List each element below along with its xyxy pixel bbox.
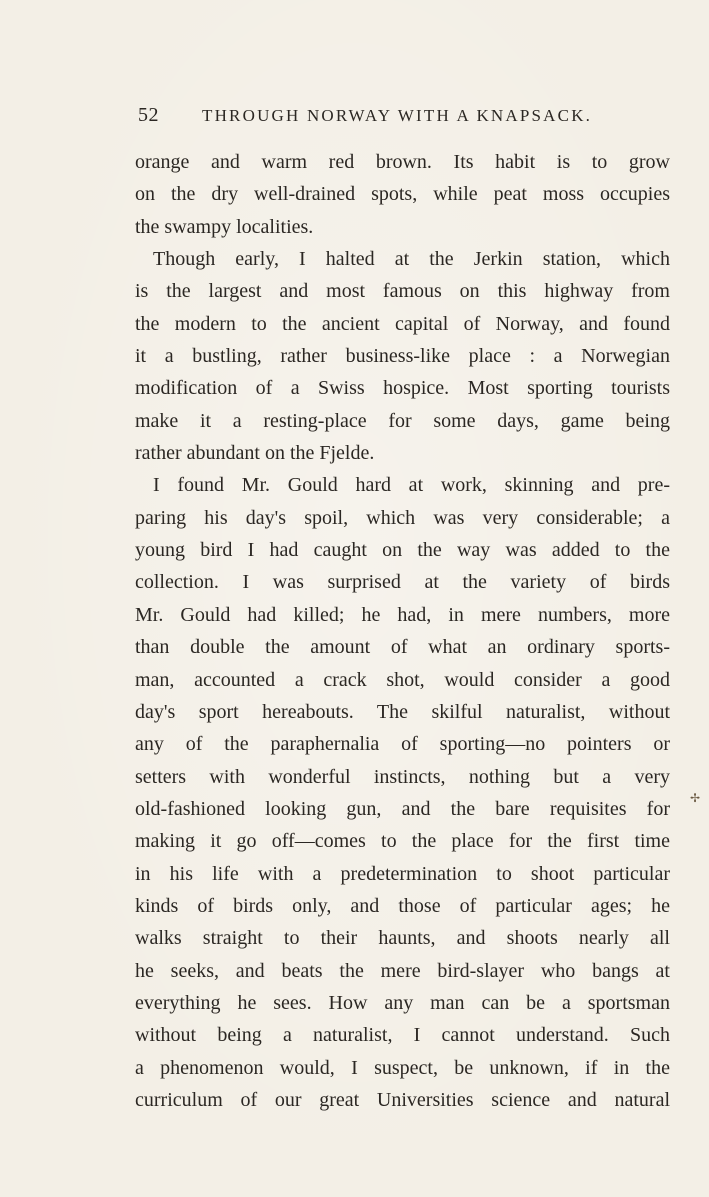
text-line: kinds of birds only, and those of particular ages; he	[135, 894, 670, 917]
text-line: is the largest and most famous on this highway from	[135, 280, 670, 303]
text-line: Though early, I halted at the Jerkin station, which	[153, 248, 670, 271]
text-line: making it go off—comes to the place for the first time	[135, 830, 670, 853]
text-line: I found Mr. Gould hard at work, skinning and pre-	[153, 474, 670, 497]
text-line: in his life with a predetermination to shoot particular	[135, 862, 670, 885]
text-line: the modern to the ancient capital of Norway, and found	[135, 312, 670, 335]
running-title: THROUGH NORWAY WITH A KNAPSACK.	[202, 106, 593, 125]
running-head	[138, 104, 610, 134]
text-line: day's sport hereabouts. The skilful naturalist, without	[135, 700, 670, 723]
text-line: curriculum of our great Universities science and natural	[135, 1088, 670, 1111]
text-line: the swampy localities.	[135, 215, 314, 238]
body-text	[135, 146, 670, 1116]
text-line: modification of a Swiss hospice. Most sporting tourists	[135, 377, 670, 400]
text-line: setters with wonderful instincts, nothing but a very	[135, 765, 670, 788]
text-line: than double the amount of what an ordinary sports-	[135, 636, 670, 659]
text-line: he seeks, and beats the mere bird-slayer who bangs at	[135, 959, 670, 982]
text-line: young bird I had caught on the way was added to the	[135, 539, 670, 562]
text-line: paring his day's spoil, which was very considerable; a	[135, 506, 670, 529]
text-line: man, accounted a crack shot, would consider a good	[135, 668, 670, 691]
text-line: orange and warm red brown. Its habit is to grow	[135, 151, 670, 173]
text-line: any of the paraphernalia of sporting—no pointers or	[135, 733, 670, 756]
text-line: on the dry well-drained spots, while peat moss occupies	[135, 183, 670, 206]
text-line: it a bustling, rather business-like place : a Norwegian	[135, 345, 670, 368]
text-line: everything he sees. How any man can be a sportsman	[135, 991, 670, 1014]
text-line: make it a resting-place for some days, game being	[135, 409, 670, 432]
text-line: collection. I was surprised at the variety of birds	[135, 571, 670, 594]
page-number: 52	[138, 104, 159, 126]
text-line: walks straight to their haunts, and shoots nearly all	[135, 927, 670, 950]
text-line: a phenomenon would, I suspect, be unknown, if in the	[135, 1056, 670, 1079]
text-line: without being a naturalist, I cannot understand. Such	[135, 1024, 670, 1047]
margin-mark-icon: ✢	[690, 791, 701, 805]
text-line: Mr. Gould had killed; he had, in mere numbers, more	[135, 603, 670, 626]
text-line: rather abundant on the Fjelde.	[135, 442, 375, 465]
text-line: old-fashioned looking gun, and the bare requisites for	[135, 797, 670, 820]
